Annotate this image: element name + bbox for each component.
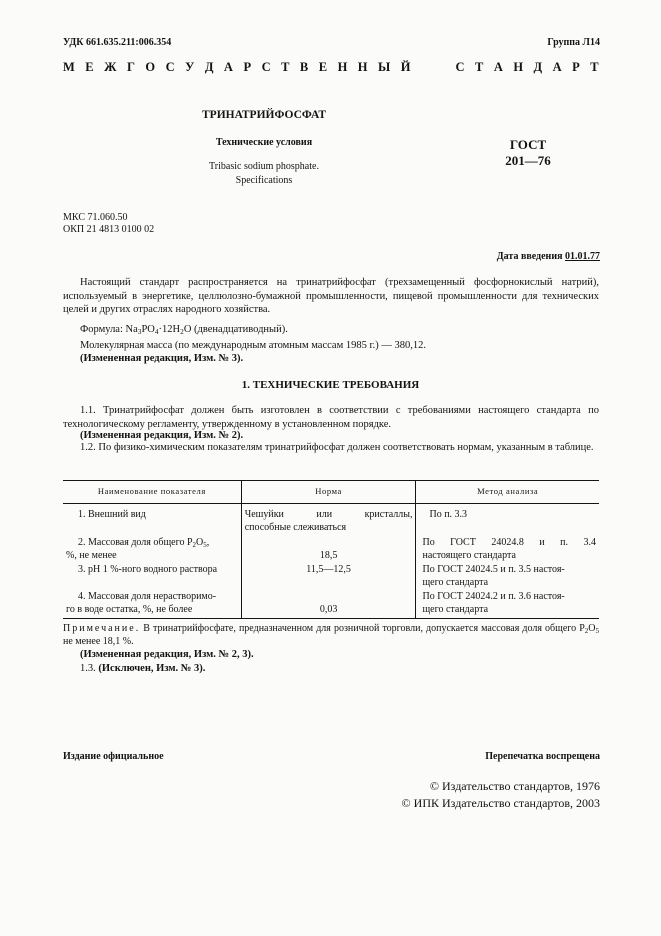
copyright-line: © ИПК Издательство стандартов, 2003 [401, 796, 600, 811]
introduction-date-label: Дата введения [496, 251, 563, 262]
note-subscript: 2 [584, 627, 589, 636]
method-text: По ГОСТ 24024.2 и п. 3.6 настоя- [422, 591, 565, 602]
banner-letter: Р [243, 60, 252, 74]
english-title [0, 160, 528, 188]
interstate-standard-banner [63, 59, 599, 75]
banner-letter: Т [590, 60, 599, 74]
banner-letter: Е [318, 60, 328, 74]
introduction-date [497, 250, 600, 263]
method-text: щего стандарта [422, 603, 489, 615]
banner-letter: Ы [378, 60, 391, 74]
norm-cell [241, 534, 416, 562]
table-header-cell: Метод анализа [416, 481, 599, 504]
method-text: По ГОСТ 24024.5 и п. 3.5 настоя- [422, 564, 565, 575]
clause-excluded: (Исключен, Изм. № 3). [98, 663, 206, 674]
banner-letter: Д [204, 60, 214, 74]
banner-letter: А [552, 60, 562, 74]
copyright-line: © Издательство стандартов, 1976 [429, 779, 600, 793]
indicator-name-cont: %, не менее [66, 549, 117, 561]
reprint-prohibited: Перепечатка воспрещена [485, 751, 600, 762]
formula-text: ·12H [158, 324, 181, 335]
norm-cell [241, 504, 416, 535]
indicator-subscript: 2 [192, 541, 197, 550]
banner-letter: О [145, 60, 156, 74]
indicator-text: 2. Массовая доля общего P [78, 537, 193, 548]
norm-word: Чешуйки [244, 509, 284, 520]
okp-code: ОКП 21 4813 0100 02 [63, 224, 155, 235]
banner-letter: Р [572, 60, 580, 74]
norm-value: 11,5—12,5 [306, 564, 351, 575]
clause-number: 1.3. [80, 663, 99, 674]
clause-1-2: 1.2. По физико-химическим показателям тринатрийфосфат должен соответствовать нормам, указанным в таблице. [80, 442, 594, 453]
gost-code: 201—76 [505, 152, 551, 168]
classification-codes [63, 212, 154, 236]
scope-paragraph: Настоящий стандарт распространяется на тринатрийфосфат (трехзамещенный фосфорнокислый натрий), используемый в энергетике, целлюлозно-бумажной промышленности, пищевой промышленности для технических целей и других отраслях народного хозяйства. [63, 277, 599, 316]
indicator-cell [63, 562, 241, 589]
table-row [63, 589, 599, 619]
table-row [63, 504, 599, 535]
copyright-block [402, 778, 600, 813]
note-text: O [588, 623, 596, 634]
banner-letter: Е [85, 60, 94, 74]
formula-line [63, 323, 599, 337]
formula-subscript: 2 [180, 327, 184, 337]
norm-line [245, 509, 413, 522]
norm-cell [241, 562, 416, 589]
indicator-cell [63, 534, 241, 562]
gost-number [478, 137, 578, 168]
clause-1-1: 1.1. Тринатрийфосфат должен быть изготовлен в соответствии с требованиями настоящего стандарта по технологическому регламенту, утвержденному в установленном порядке. [63, 405, 599, 430]
formula-subscript: 4 [154, 327, 159, 337]
indicator-name: 1. Внешний вид [78, 509, 146, 520]
banner-letter: Н [513, 60, 524, 74]
banner-letter: Т [281, 60, 290, 74]
amendment-note: (Измененная редакция, Изм. № 2). [80, 430, 244, 441]
norm-value: 0,03 [319, 603, 338, 615]
banner-letter: Й [400, 60, 411, 74]
banner-word-gap [421, 59, 445, 75]
english-title-line: Specifications [235, 175, 293, 186]
formula-text: PO [141, 324, 155, 335]
amendment-note: (Измененная редакция, Изм. № 3). [80, 353, 244, 364]
introduction-date-value: 01.01.77 [565, 251, 600, 262]
banner-letter: Г [126, 60, 135, 74]
indicator-text: O [196, 537, 204, 548]
indicator-cell [63, 504, 241, 535]
norm-word: или [316, 509, 333, 520]
banner-letter: Т [474, 60, 484, 74]
amendment-note: (Измененная редакция, Изм. № 2, 3). [80, 649, 254, 660]
table-header-cell: Норма [241, 481, 416, 504]
gost-label: ГОСТ [509, 137, 547, 152]
method-cell [416, 589, 599, 619]
indicator-name: 3. pH 1 %-ного водного раствора [78, 564, 218, 575]
formula-text: O (двенадцативодный). [183, 324, 288, 335]
indicator-cell [63, 589, 241, 619]
mks-code: МКС 71.060.50 [63, 212, 128, 223]
note-text: В тринатрийфосфате, предназначенном для розничной торговли, допускается массовая доля общего P [140, 623, 585, 634]
method-cell [416, 504, 599, 535]
indicator-name: 4. Массовая доля нерастворимо- [78, 591, 217, 602]
method-text: настоящего стандарта [422, 549, 516, 561]
banner-letter: А [223, 60, 233, 74]
indicator-name [66, 537, 238, 550]
banner-letter: М [63, 60, 75, 74]
document-title: ТРИНАТРИЙФОСФАТ [202, 109, 326, 121]
method-cell [416, 534, 599, 562]
method-text: щего стандарта [422, 576, 489, 588]
document-subtitle: Технические условия [215, 137, 313, 148]
banner-letter: С [165, 60, 175, 74]
method-text: По п. 3.3 [429, 509, 468, 520]
formula-text: Формула: Na [80, 324, 138, 335]
indicator-text: , [206, 537, 210, 548]
group-code: Группа Л14 [547, 37, 600, 48]
clause-1-3 [63, 662, 599, 676]
table-header-row [63, 481, 599, 504]
method-cell [416, 562, 599, 589]
table-note [63, 622, 599, 648]
banner-letter: У [185, 60, 195, 74]
note-subscript: 5 [595, 627, 599, 636]
banner-letter: В [299, 60, 309, 74]
english-title-line: Tribasic sodium phosphate. [209, 161, 319, 172]
udk-code: УДК 661.635.211:006.354 [63, 37, 172, 48]
official-edition: Издание официальное [63, 751, 164, 762]
norm-value: 18,5 [319, 549, 338, 561]
indicator-subscript: 5 [203, 541, 207, 550]
banner-letter: А [493, 60, 503, 74]
norm-word: кристаллы, [364, 509, 413, 520]
molecular-mass: Молекулярная масса (по международным атомным массам 1985 г.) — 380,12. [80, 340, 426, 351]
section-heading: 1. ТЕХНИЧЕСКИЕ ТРЕБОВАНИЯ [241, 379, 420, 391]
formula-subscript: 3 [137, 327, 142, 337]
banner-letter: Н [357, 60, 368, 74]
norm-line: способные слеживаться [244, 521, 347, 533]
requirements-table [63, 480, 599, 619]
note-label: Примечание. [63, 623, 141, 634]
table-row [63, 562, 599, 589]
indicator-name-cont: го в воде остатка, %, не более [66, 603, 193, 615]
banner-letter: Ж [104, 60, 117, 74]
norm-cell [241, 589, 416, 619]
table-header-cell: Наименование показателя [63, 481, 241, 504]
banner-letter: Н [337, 60, 348, 74]
banner-letter: С [261, 60, 271, 74]
table-row [63, 534, 599, 562]
method-text: По ГОСТ 24024.8 и п. 3.4 [422, 537, 596, 548]
banner-letter: С [455, 60, 465, 74]
note-text: не менее 18,1 %. [63, 636, 134, 647]
banner-letter: Д [533, 60, 543, 74]
